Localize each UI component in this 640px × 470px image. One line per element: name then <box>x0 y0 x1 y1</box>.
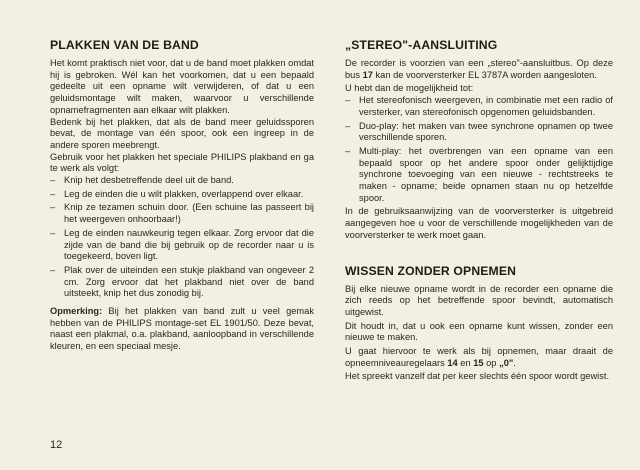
paragraph: Bij elke nieuwe opname wordt in de recorder een opname die zich reeds op het betreffende spoor bevindt, automatisch uitgewist. <box>345 283 613 317</box>
text-run: . <box>513 357 516 368</box>
paragraph: Bedenk bij het plakken, dat als de band meer geluidssporen bevat, de montage van één spoor, ook een ingreep in de andere sporen meebrengt. <box>50 116 314 150</box>
note-paragraph <box>50 306 314 353</box>
text-run: U gaat hiervoor te werk als bij opnemen, maar draait de opneemniveauregelaars <box>345 346 613 368</box>
text-run: en <box>457 357 474 368</box>
list-item: – Multi-play: het overbrengen van een opname van een bepaald spoor op het andere spoor onder gelijktijdige synchrone toevoeging van een nieuwe - rechtstreeks te maken - opname; beide opnamen staan nu op hetzelfde spoor. <box>345 146 613 205</box>
text-run: kan de voorversterker EL 3787A worden aangesloten. <box>372 69 597 80</box>
paragraph: Dit houdt in, dat u ook een opname kunt wissen, zonder een nieuwe te maken. <box>345 320 613 343</box>
control-number: 15 <box>473 357 484 368</box>
list-item: – Knip ze tezamen schuin door. (Een schuine las passeert bij het weergeven onhoorbaar!) <box>50 202 314 225</box>
right-column <box>345 38 613 383</box>
paragraph <box>345 58 613 81</box>
text-run: op <box>483 357 500 368</box>
note-label: Opmerking: <box>50 306 103 317</box>
section-heading-plakken: PLAKKEN VAN DE BAND <box>50 38 199 52</box>
page-number: 12 <box>50 439 63 451</box>
paragraph: In de gebruiksaanwijzing van de voorversterker is uitgebreid aangegeven hoe u voor de verschillende mogelijkheden van de voorversterker te werk moet gaan. <box>345 206 613 240</box>
list-item: – Plak over de uiteinden een stukje plakband van ongeveer 2 cm. Zorg ervoor dat het plakband niet over de band uitsteekt, knip het dus zonodig bij. <box>50 265 314 300</box>
control-number: 14 <box>447 357 458 368</box>
list-item: – Leg de einden die u wilt plakken, overlappend over elkaar. <box>50 189 314 201</box>
list-item: – Duo-play: het maken van twee synchrone opnamen op twee verschillende sporen. <box>345 121 613 144</box>
paragraph: U hebt dan de mogelijkheid tot: <box>345 83 474 94</box>
left-column <box>50 38 314 353</box>
section-heading-wissen: WISSEN ZONDER OPNEMEN <box>345 263 517 278</box>
steps-list <box>50 175 314 300</box>
paragraph: Het spreekt vanzelf dat per keer slechts één spoor wordt gewist. <box>345 371 610 382</box>
paragraph: Het komt praktisch niet voor, dat u de band moet plakken omdat hij is gebroken. Wél kan het voorkomen, dat u een bepaald gedeelte uit een opname wilt verwijderen, of dat u een geluidsmontage wilt maken, waarvoor u verschillende opnamefragmenten aan elkaar wilt plakken. <box>50 58 314 115</box>
text-run: De recorder is voorzien van een „stereo"-aansluitbus. Op deze bus <box>345 58 613 80</box>
section-heading-stereo: „STEREO"-AANSLUITING <box>345 38 498 52</box>
control-value: „0" <box>499 357 514 368</box>
list-item: – Knip het desbetreffende deel uit de band. <box>50 175 314 187</box>
paragraph: Gebruik voor het plakken het speciale PHILIPS plakband en ga te werk als volgt: <box>50 151 314 174</box>
options-list <box>345 95 613 204</box>
control-number: 17 <box>362 69 373 80</box>
paragraph <box>345 346 613 369</box>
list-item: – Het stereofonisch weergeven, in combinatie met een radio of versterker, van stereofonisch opgenomen geluidsbanden. <box>345 95 613 118</box>
list-item: – Leg de einden nauwkeurig tegen elkaar. Zorg ervoor dat die zijde van de band die bij gebruik op de recorder naar u is toegekeerd, boven ligt. <box>50 228 314 263</box>
note-text: Bij het plakken van band zult u veel gemak hebben van de PHILIPS montage-set EL 1901/50. Deze bevat, naast een plakmal, o.a. plakband, aanloopband in verschillende kleuren, en een speciaal mesje. <box>50 306 314 352</box>
